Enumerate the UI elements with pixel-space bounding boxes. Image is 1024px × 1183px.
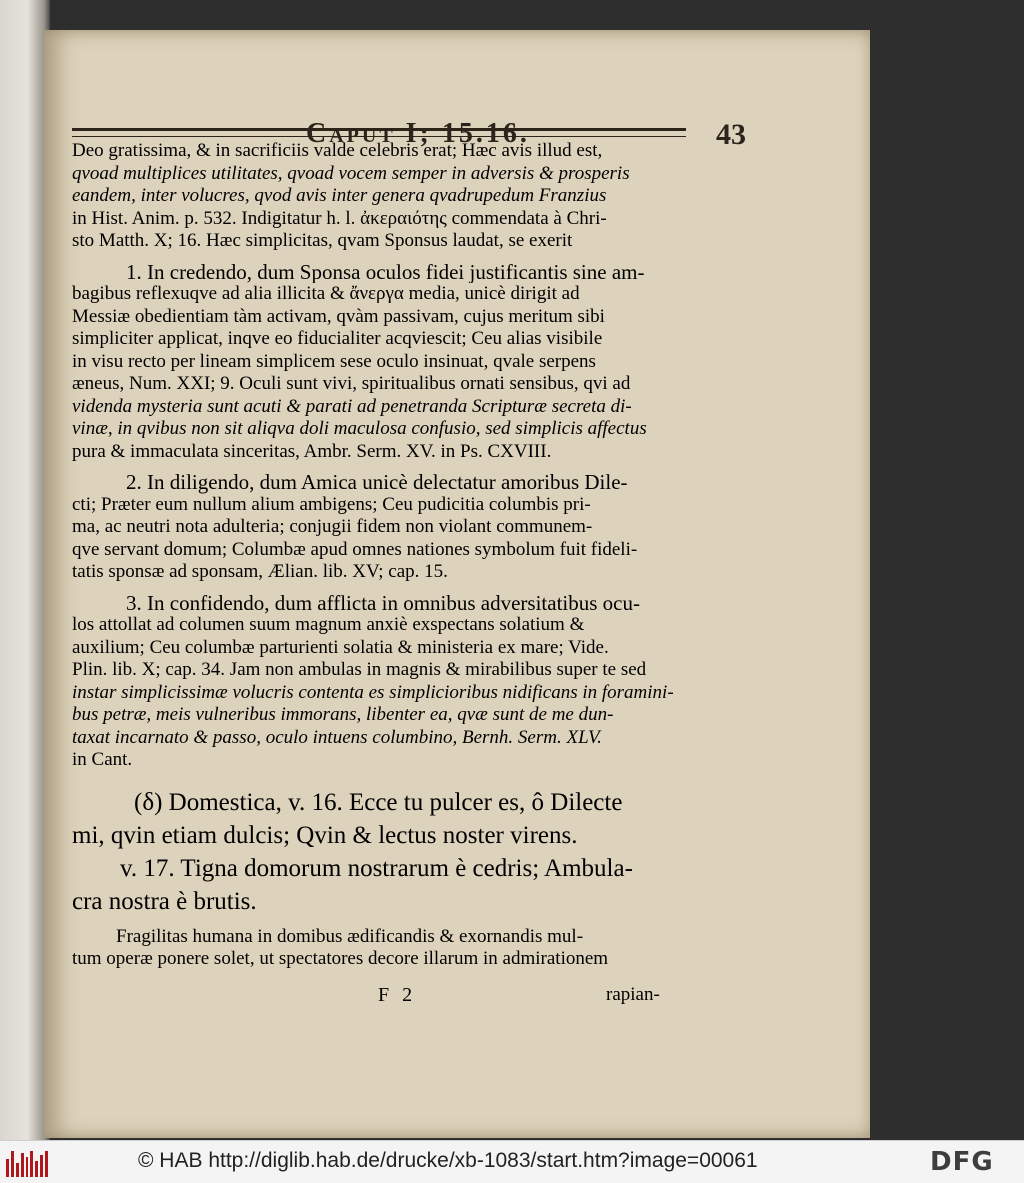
section-heading-diligendo: 2. In diligendo, dum Amica unicè delectatur amoribus Dile-: [126, 471, 628, 494]
page-body: [72, 140, 692, 971]
text-line: taxat incarnato & passo, oculo intuens columbino, Bernh. Serm. XLV.: [72, 726, 602, 748]
dfg-logo: DFG: [930, 1147, 994, 1177]
verse-heading: (δ) Domestica, v. 16. Ecce tu pulcer es, ô Dilecte: [134, 788, 623, 816]
page-number: 43: [716, 118, 746, 151]
text-line: pura & immaculata sinceritas, Ambr. Serm. XV. in Ps. CXVIII.: [72, 440, 552, 462]
text-line: Messiæ obedientiam tàm activam, qvàm passivam, cujus meritum sibi: [72, 305, 605, 327]
text-line: cti; Præter eum nullum alium ambigens; Ceu pudicitia columbis pri-: [72, 493, 591, 515]
text-line: sto Matth. X; 16. Hæc simplicitas, qvam Sponsus laudat, se exerit: [72, 230, 573, 251]
copyright-link[interactable]: © HAB http://diglib.hab.de/drucke/xb-1083/start.htm?image=00061: [138, 1149, 758, 1172]
text-line: videnda mysteria sunt acuti & parati ad penetranda Scripturæ secreta di-: [72, 395, 632, 417]
verse-line: v. 17. Tigna domorum nostrarum è cedris; Ambula-: [120, 854, 633, 882]
text-line: ma, ac neutri nota adulteria; conjugii fidem non violant communem-: [72, 516, 593, 537]
verse-line: mi, qvin etiam dulcis; Qvin & lectus noster virens.: [72, 821, 578, 849]
section-heading-credendo: 1. In credendo, dum Sponsa oculos fidei justificantis sine am-: [126, 260, 645, 283]
section-heading-confidendo: 3. In confidendo, dum afflicta in omnibus adversitatibus ocu-: [126, 591, 640, 614]
text-line: æneus, Num. XXI; 9. Oculi sunt vivi, spiritualibus ornati sensibus, qvi ad: [72, 373, 631, 394]
text-line: qve servant domum; Columbæ apud omnes nationes symbolum fuit fideli-: [72, 538, 638, 560]
text-line: Deo gratissima, & in sacrificiis valde celebris erat; Hæc avis illud est,: [72, 140, 603, 161]
text-line: in Cant.: [72, 749, 133, 770]
text-line: simpliciter applicat, inqve eo fiducialiter acqviescit; Ceu alias visibile: [72, 328, 603, 349]
text-line: Fragilitas humana in domibus ædificandis & exornandis mul-: [116, 925, 584, 947]
signature-mark: F 2: [378, 984, 417, 1006]
text-line: in visu recto per lineam simplicem sese oculo insinuat, qvale serpens: [72, 350, 596, 372]
catchword: rapian-: [606, 984, 660, 1005]
text-line: auxilium; Ceu columbæ parturienti solatia & ministeria ex mare; Vide.: [72, 636, 609, 658]
text-line: bus petræ, meis vulneribus immorans, libenter ea, qvæ sunt de me dun-: [72, 704, 614, 725]
running-head: Caput I; 15.16.: [306, 118, 530, 149]
text-line: Plin. lib. X; cap. 34. Jam non ambulas in magnis & mirabilibus super te sed: [72, 659, 647, 680]
text-line: tum operæ ponere solet, ut spectatores decore illarum in admirationem: [72, 948, 609, 969]
hab-logo-icon: [6, 1149, 48, 1177]
text-line: eandem, inter volucres, qvod avis inter genera qvadrupedum Franzius: [72, 185, 607, 206]
header-rule: [72, 128, 686, 137]
text-line: tatis sponsæ ad sponsam, Ælian. lib. XV; cap. 15.: [72, 561, 448, 582]
text-line: vinæ, in qvibus non sit aliqva doli maculosa confusio, sed simplicis affectus: [72, 418, 647, 439]
text-line: los attollat ad columen suum magnum anxiè exspectans solatium &: [72, 614, 585, 635]
text-line: instar simplicissimæ volucris contenta es simplicioribus nidificans in foramini-: [72, 681, 674, 703]
previous-page-edge: [0, 0, 50, 1140]
text-line: bagibus reflexuqve ad alia illicita & ἄνεργα media, unicè dirigit ad: [72, 283, 580, 304]
text-line: qvoad multiplices utilitates, qvoad vocem semper in adversis & prosperis: [72, 162, 630, 184]
verse-line: cra nostra è brutis.: [72, 887, 257, 915]
viewer-footer: [0, 1140, 1024, 1183]
text-line: in Hist. Anim. p. 532. Indigitatur h. l. ἀκεραιότης commendata à Chri-: [72, 207, 607, 229]
